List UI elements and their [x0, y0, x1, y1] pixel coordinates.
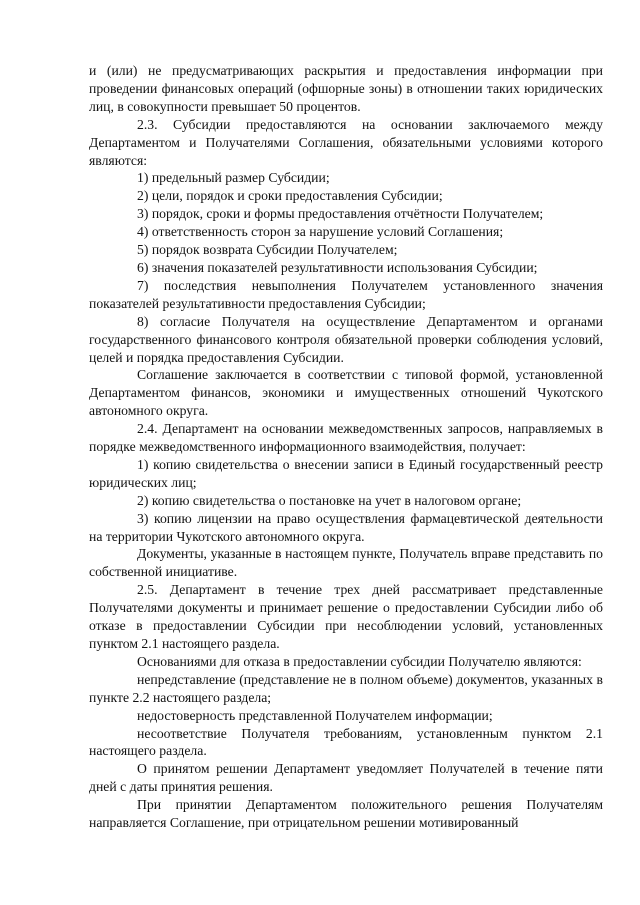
paragraph: несоответствие Получателя требованиям, установленным пунктом 2.1 настоящего раздела. — [89, 725, 603, 759]
paragraph: О принятом решении Департамент уведомляет Получателей в течение пяти дней с даты принятия решения. — [89, 761, 603, 795]
paragraph: 1) предельный размер Субсидии; — [137, 170, 330, 186]
paragraph: и (или) не предусматривающих раскрытия и предоставления информации при проведении финансовых операций (офшорные зоны) в отношении таких юридических лиц, в совокупности превышает 50 процентов. — [89, 63, 603, 114]
paragraph: непредставление (представление не в полном объеме) документов, указанных в пункте 2.2 настоящего раздела; — [89, 671, 603, 705]
paragraph: Соглашение заключается в соответствии с типовой формой, установленной Департаментом финансов, экономики и имущественных отношений Чукотского автономного округа. — [89, 367, 603, 419]
paragraph: 7) последствия невыполнения Получателем установленного значения показателей результативности предоставления Субсидии; — [89, 277, 603, 311]
paragraph: 3) порядок, сроки и формы предоставления отчётности Получателем; — [137, 206, 544, 222]
paragraph: 8) согласие Получателя на осуществление Департаментом и органами государственного финансового контроля обязательной проверки соблюдения условий, целей и порядка предоставления Субсидии. — [89, 313, 603, 365]
paragraph: 4) ответственность сторон за нарушение условий Соглашения; — [137, 224, 504, 240]
paragraph: 2) копию свидетельства о постановке на учет в налоговом органе; — [137, 492, 522, 508]
paragraph: 2.3. Субсидии предоставляются на основании заключаемого между Департаментом и Получателями Соглашения, обязательными условиями которого являются: — [89, 116, 603, 168]
paragraph: 2.4. Департамент на основании межведомственных запросов, направляемых в порядке межведомственного информационного взаимодействия, получает: — [89, 421, 603, 455]
paragraph: 1) копию свидетельства о внесении записи в Единый государственный реестр юридических лиц; — [89, 456, 603, 490]
paragraph: 6) значения показателей результативности использования Субсидии; — [137, 259, 538, 275]
paragraph: 2.5. Департамент в течение трех дней рассматривает представленные Получателями документы и принимает решение о предоставлении Субсидии либо об отказе в предоставлении Субсидии при несоблюдении условий, установленных пунктом 2.1 настоящего раздела. — [89, 582, 603, 651]
paragraph: Основаниями для отказа в предоставлении субсидии Получателю являются: — [137, 653, 582, 669]
paragraph: 3) копию лицензии на право осуществления фармацевтической деятельности на территории Чукотского автономного округа. — [89, 510, 603, 544]
paragraph: 5) порядок возврата Субсидии Получателем; — [137, 242, 398, 258]
document-page — [89, 62, 603, 832]
paragraph: Документы, указанные в настоящем пункте, Получатель вправе представить по собственной инициативе. — [89, 546, 603, 580]
paragraph: 2) цели, порядок и сроки предоставления Субсидии; — [137, 188, 443, 204]
paragraph: При принятии Департаментом положительного решения Получателям направляется Соглашение, при отрицательном решении мотивированный — [89, 797, 603, 831]
paragraph: недостоверность представленной Получателем информации; — [137, 707, 493, 723]
